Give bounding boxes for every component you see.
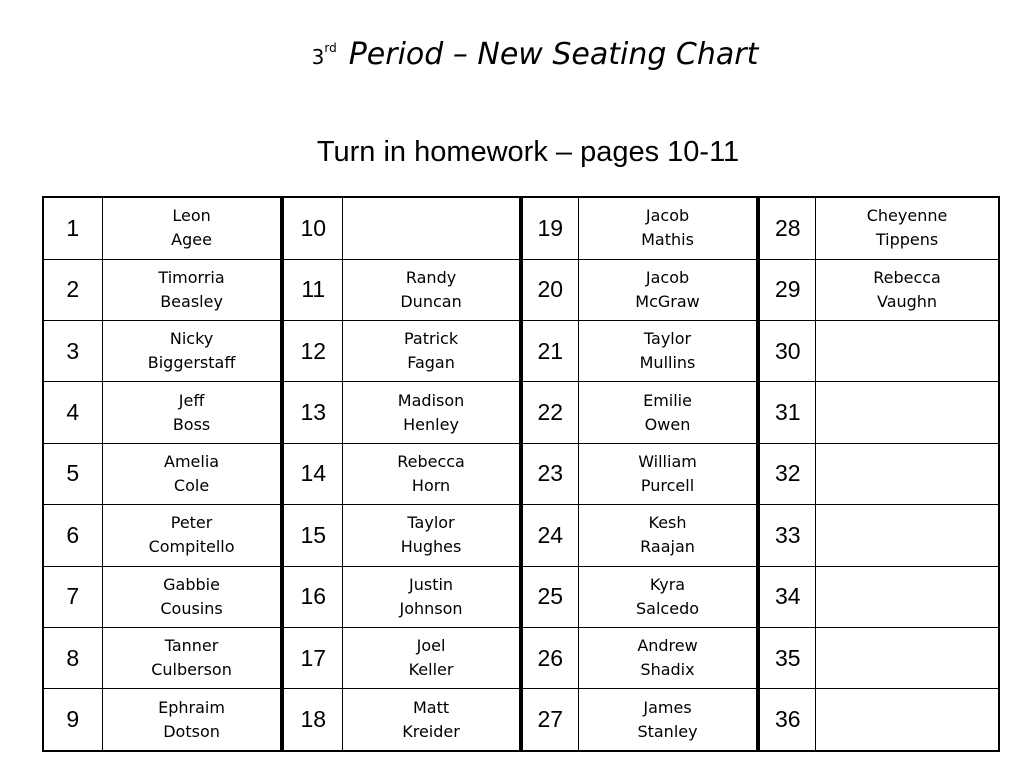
- student-first-name: Nicky: [169, 329, 214, 349]
- seat-number: 34: [758, 566, 815, 627]
- student-first-name: Joel: [416, 636, 446, 656]
- student-first-name: Jacob: [645, 267, 690, 287]
- seat-number: 7: [43, 566, 102, 627]
- seat-number: 5: [43, 443, 102, 504]
- student-last-name: Purcell: [640, 475, 695, 495]
- student-first-name: Madison: [397, 390, 465, 410]
- seat-number: 32: [758, 443, 815, 504]
- student-name-cell: [816, 689, 999, 751]
- homework-instruction: Turn in homework – pages 10-11: [316, 136, 740, 168]
- table-row: [43, 197, 999, 259]
- student-first-name: Ephraim: [158, 697, 225, 717]
- student-name-cell: [578, 627, 758, 688]
- student-name-cell: [578, 259, 758, 320]
- seat-number: 2: [43, 259, 102, 320]
- student-last-name: Cousins: [160, 598, 223, 618]
- seat-number: 14: [282, 443, 342, 504]
- student-last-name: Biggerstaff: [147, 353, 236, 373]
- student-last-name: Raajan: [640, 537, 695, 557]
- seat-number: 18: [282, 689, 342, 751]
- student-name-cell: [578, 320, 758, 381]
- student-last-name: Kreider: [402, 721, 460, 741]
- student-first-name: Patrick: [403, 329, 459, 349]
- student-first-name: Timorria: [158, 267, 225, 287]
- table-row: [43, 259, 999, 320]
- student-name-cell: [102, 627, 282, 688]
- seating-chart-table: [42, 196, 1000, 752]
- table-row: [43, 566, 999, 627]
- seat-number: 24: [521, 505, 578, 566]
- seat-number: 12: [282, 320, 342, 381]
- seat-number: 21: [521, 320, 578, 381]
- student-name-cell: [816, 443, 999, 504]
- seat-number: 11: [282, 259, 342, 320]
- seat-number: 22: [521, 382, 578, 443]
- student-first-name: William: [638, 451, 697, 471]
- table-row: [43, 689, 999, 751]
- student-last-name: Cole: [173, 475, 210, 495]
- student-name-cell: [816, 627, 999, 688]
- student-name-cell: [578, 505, 758, 566]
- table-row: [43, 505, 999, 566]
- student-name-cell: [102, 320, 282, 381]
- seat-number: 35: [758, 627, 815, 688]
- student-name-cell: [343, 566, 521, 627]
- student-last-name: Vaughn: [876, 291, 938, 311]
- student-name-cell: [343, 259, 521, 320]
- student-first-name: Randy: [405, 267, 457, 287]
- title-text: Period – New Seating Chart: [348, 37, 759, 72]
- seat-number: 13: [282, 382, 342, 443]
- student-name-cell: [578, 566, 758, 627]
- student-first-name: Amelia: [164, 451, 220, 471]
- student-name-cell: [816, 259, 999, 320]
- student-last-name: Mullins: [639, 353, 696, 373]
- student-last-name: Henley: [403, 414, 459, 434]
- student-first-name: Taylor: [643, 329, 692, 349]
- student-last-name: Agee: [171, 230, 212, 250]
- student-name-cell: [578, 443, 758, 504]
- student-last-name: Shadix: [640, 660, 695, 680]
- seat-number: 23: [521, 443, 578, 504]
- table-row: [43, 627, 999, 688]
- student-last-name: Horn: [411, 475, 451, 495]
- student-last-name: Compitello: [148, 537, 235, 557]
- seat-number: 10: [282, 197, 342, 259]
- seat-number: 25: [521, 566, 578, 627]
- student-name-cell: [102, 197, 282, 259]
- seat-number: 29: [758, 259, 815, 320]
- student-name-cell: [816, 505, 999, 566]
- student-first-name: Andrew: [637, 636, 698, 656]
- student-name-cell: [102, 382, 282, 443]
- seating-chart-body: [43, 197, 999, 751]
- student-name-cell: [343, 443, 521, 504]
- student-last-name: Beasley: [160, 291, 223, 311]
- student-last-name: Owen: [644, 414, 691, 434]
- student-first-name: Gabbie: [163, 574, 220, 594]
- student-name-cell: [102, 259, 282, 320]
- seat-number: 30: [758, 320, 815, 381]
- student-name-cell: [102, 505, 282, 566]
- student-last-name: Hughes: [400, 537, 462, 557]
- student-first-name: Kesh: [648, 513, 687, 533]
- student-last-name: Tippens: [875, 230, 939, 250]
- student-last-name: Culberson: [151, 660, 232, 680]
- student-name-cell: [816, 566, 999, 627]
- seat-number: 20: [521, 259, 578, 320]
- seat-number: 8: [43, 627, 102, 688]
- student-name-cell: [816, 382, 999, 443]
- student-last-name: Duncan: [400, 291, 462, 311]
- student-name-cell: [578, 197, 758, 259]
- student-name-cell: [102, 566, 282, 627]
- student-first-name: Kyra: [649, 574, 686, 594]
- seat-number: 17: [282, 627, 342, 688]
- seat-number: 16: [282, 566, 342, 627]
- title-ordinal-suffix: rd: [324, 41, 337, 55]
- student-first-name: Taylor: [407, 513, 455, 533]
- seat-number: 15: [282, 505, 342, 566]
- seat-number: 3: [43, 320, 102, 381]
- seat-number: 27: [521, 689, 578, 751]
- table-row: [43, 320, 999, 381]
- table-row: [43, 382, 999, 443]
- seat-number: 19: [521, 197, 578, 259]
- student-name-cell: [343, 505, 521, 566]
- student-name-cell: [343, 627, 521, 688]
- student-name-cell: [102, 443, 282, 504]
- student-first-name: Matt: [412, 697, 450, 717]
- table-row: [43, 443, 999, 504]
- student-first-name: Peter: [170, 513, 213, 533]
- student-last-name: McGraw: [635, 291, 700, 311]
- student-first-name: Cheyenne: [866, 206, 948, 226]
- seat-number: 6: [43, 505, 102, 566]
- seat-number: 1: [43, 197, 102, 259]
- student-last-name: Mathis: [641, 230, 694, 250]
- student-first-name: James: [643, 697, 692, 717]
- seat-number: 28: [758, 197, 815, 259]
- student-last-name: Boss: [172, 414, 211, 434]
- student-last-name: Salcedo: [636, 598, 700, 618]
- student-first-name: Tanner: [164, 636, 219, 656]
- seat-number: 36: [758, 689, 815, 751]
- seat-number: 4: [43, 382, 102, 443]
- student-name-cell: [343, 320, 521, 381]
- seat-number: 26: [521, 627, 578, 688]
- student-first-name: Emilie: [643, 390, 692, 410]
- student-name-cell: [343, 382, 521, 443]
- seat-number: 33: [758, 505, 815, 566]
- student-first-name: Rebecca: [397, 451, 465, 471]
- student-name-cell: [578, 689, 758, 751]
- student-first-name: Leon: [172, 206, 211, 226]
- student-name-cell: [343, 689, 521, 751]
- student-first-name: Jacob: [645, 206, 690, 226]
- page-title: [0, 28, 1024, 77]
- student-name-cell: [578, 382, 758, 443]
- student-last-name: Stanley: [637, 721, 698, 741]
- student-name-cell: [816, 320, 999, 381]
- student-last-name: Dotson: [163, 721, 220, 741]
- title-period-number: 3: [311, 45, 325, 69]
- student-name-cell: [102, 689, 282, 751]
- student-last-name: Fagan: [407, 353, 455, 373]
- student-first-name: Justin: [409, 574, 454, 594]
- seat-number: 9: [43, 689, 102, 751]
- student-last-name: Johnson: [399, 598, 463, 618]
- student-last-name: Keller: [408, 660, 454, 680]
- student-first-name: Jeff: [178, 390, 205, 410]
- student-first-name: Rebecca: [873, 267, 941, 287]
- student-name-cell: [816, 197, 999, 259]
- seat-number: 31: [758, 382, 815, 443]
- student-name-cell: [343, 197, 521, 259]
